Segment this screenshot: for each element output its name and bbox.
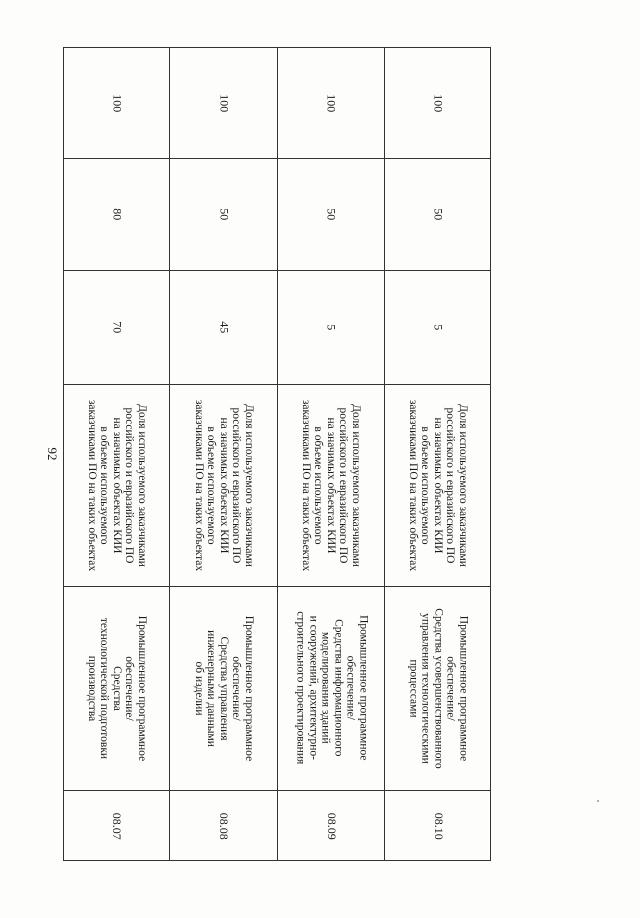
- software-class: Промышленное программное обеспечение/ Средства информационного моделирования зданий и сооружений, архитектурно- строительного проектирования: [293, 611, 369, 765]
- table-cell-indicator: [385, 384, 491, 586]
- table-cell-target-initial: [170, 270, 277, 384]
- table-cell-software: [385, 586, 491, 790]
- target-value-initial: 70: [109, 321, 124, 333]
- target-value-initial: 45: [216, 321, 231, 333]
- table-cell-indicator: [64, 384, 169, 586]
- target-value-mid: 80: [109, 208, 124, 220]
- table-cell-target-final: [170, 48, 277, 158]
- table-cell-software: [64, 586, 169, 790]
- indicator-text: Доля используемого заказчиками российского и евразийского ПО на значимых объектах КИИ в объеме используемого заказчиками ПО на таких объектах: [407, 399, 470, 571]
- table-cell-target-mid: [170, 158, 277, 270]
- table-cell-code: [278, 790, 384, 862]
- table-cell-target-initial: [385, 270, 491, 384]
- table-cell-software: [170, 586, 277, 790]
- table-cell-code: [64, 790, 169, 862]
- table-cell-target-final: [64, 48, 169, 158]
- table-cell-indicator: [170, 384, 277, 586]
- table-cell-target-final: [385, 48, 491, 158]
- row-code: 08.08: [216, 812, 231, 840]
- target-value-initial: 5: [431, 324, 446, 330]
- table-cell-target-mid: [278, 158, 384, 270]
- row-code: 08.09: [324, 812, 339, 840]
- table-cell-software: [278, 586, 384, 790]
- target-value-mid: 50: [431, 208, 446, 220]
- table-cell-target-mid: [64, 158, 169, 270]
- scan-artifact: [597, 800, 599, 802]
- software-class: Промышленное программное обеспечение/ Средства усовершенствованного управления технологическими процессами: [407, 607, 470, 769]
- software-class: Промышленное программное обеспечение/ Средства технологической подготовки производства: [85, 615, 148, 761]
- table-cell-indicator: [278, 384, 384, 586]
- table-cell-target-initial: [278, 270, 384, 384]
- indicator-table: [63, 47, 491, 861]
- target-value-mid: 50: [216, 208, 231, 220]
- row-code: 08.07: [109, 812, 124, 840]
- table-cell-target-final: [278, 48, 384, 158]
- indicator-text: Доля используемого заказчиками российского и евразийского ПО на значимых объектах КИИ в объеме используемого заказчиками ПО на таких объектах: [300, 399, 363, 571]
- target-value-final: 100: [216, 94, 231, 112]
- indicator-text: Доля используемого заказчиками российского и евразийского ПО на значимых объектах КИИ в объеме используемого заказчиками ПО на таких объектах: [192, 399, 255, 571]
- target-value-initial: 5: [324, 324, 339, 330]
- table-cell-target-initial: [64, 270, 169, 384]
- target-value-final: 100: [324, 94, 339, 112]
- page-number: 92: [45, 447, 60, 461]
- table-cell-code: [385, 790, 491, 862]
- target-value-mid: 50: [324, 208, 339, 220]
- row-code: 08.10: [431, 812, 446, 840]
- target-value-final: 100: [431, 94, 446, 112]
- software-class: Промышленное программное обеспечение/ Средства управления инженерными данными об изделии: [192, 615, 255, 761]
- table-cell-target-mid: [385, 158, 491, 270]
- target-value-final: 100: [109, 94, 124, 112]
- table-cell-code: [170, 790, 277, 862]
- indicator-text: Доля используемого заказчиками российского и евразийского ПО на значимых объектах КИИ в объеме используемого заказчиками ПО на таких объектах: [85, 399, 148, 571]
